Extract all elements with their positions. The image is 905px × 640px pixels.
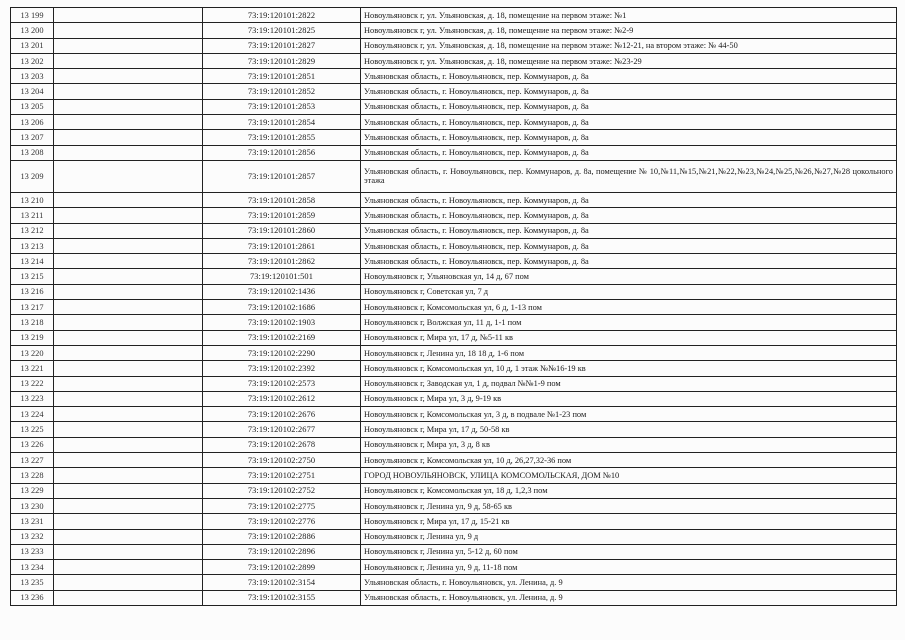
empty-cell: [54, 145, 203, 160]
empty-cell: [54, 160, 203, 192]
address-cell: Ульяновская область, г. Новоульяновск, пер. Коммунаров, д. 8а: [361, 145, 897, 160]
cadastral-number-cell: 73:19:120101:501: [203, 269, 361, 284]
table-row: [11, 437, 897, 452]
row-number-cell: 13 209: [11, 160, 54, 192]
row-number-cell: 13 230: [11, 498, 54, 513]
empty-cell: [54, 192, 203, 207]
table-row: [11, 544, 897, 559]
row-number-cell: 13 208: [11, 145, 54, 160]
address-cell: Новоульяновск г, Ленина ул, 18 18 д, 1-6 пом: [361, 345, 897, 360]
row-number-cell: 13 206: [11, 115, 54, 130]
row-number-cell: 13 202: [11, 53, 54, 68]
row-number-cell: 13 219: [11, 330, 54, 345]
cadastral-number-cell: 73:19:120101:2825: [203, 23, 361, 38]
empty-cell: [54, 361, 203, 376]
empty-cell: [54, 300, 203, 315]
cadastral-number-cell: 73:19:120102:2776: [203, 514, 361, 529]
table-row: [11, 69, 897, 84]
address-cell: ГОРОД НОВОУЛЬЯНОВСК, УЛИЦА КОМСОМОЛЬСКАЯ, ДОМ №10: [361, 468, 897, 483]
table-row: [11, 391, 897, 406]
table-row: [11, 130, 897, 145]
empty-cell: [54, 437, 203, 452]
empty-cell: [54, 115, 203, 130]
cadastral-number-cell: 73:19:120102:2775: [203, 498, 361, 513]
cadastral-number-cell: 73:19:120101:2856: [203, 145, 361, 160]
address-cell: Новоульяновск г, Мира ул, 17 д, 15-21 кв: [361, 514, 897, 529]
address-cell: Новоульяновск г, Ленина ул, 9 д: [361, 529, 897, 544]
row-number-cell: 13 223: [11, 391, 54, 406]
empty-cell: [54, 590, 203, 605]
row-number-cell: 13 227: [11, 453, 54, 468]
table-row: [11, 208, 897, 223]
cadastral-number-cell: 73:19:120101:2851: [203, 69, 361, 84]
address-cell: Новоульяновск г, ул. Ульяновская, д. 18, помещение на первом этаже: №23-29: [361, 53, 897, 68]
empty-cell: [54, 38, 203, 53]
row-number-cell: 13 231: [11, 514, 54, 529]
table-row: [11, 315, 897, 330]
table-row: [11, 468, 897, 483]
row-number-cell: 13 213: [11, 238, 54, 253]
cadastral-number-cell: 73:19:120102:2612: [203, 391, 361, 406]
address-cell: Ульяновская область, г. Новоульяновск, пер. Коммунаров, д. 8а: [361, 208, 897, 223]
cadastral-number-cell: 73:19:120102:2392: [203, 361, 361, 376]
cadastral-number-cell: 73:19:120101:2861: [203, 238, 361, 253]
row-number-cell: 13 200: [11, 23, 54, 38]
address-cell: Новоульяновск г, Комсомольская ул, 10 д, 26,27,32-36 пом: [361, 453, 897, 468]
row-number-cell: 13 232: [11, 529, 54, 544]
cadastral-number-cell: 73:19:120101:2862: [203, 254, 361, 269]
property-register-table: [10, 7, 897, 606]
table-row: [11, 84, 897, 99]
row-number-cell: 13 199: [11, 8, 54, 23]
table-row: [11, 115, 897, 130]
empty-cell: [54, 238, 203, 253]
row-number-cell: 13 234: [11, 560, 54, 575]
cadastral-number-cell: 73:19:120101:2858: [203, 192, 361, 207]
cadastral-number-cell: 73:19:120102:1436: [203, 284, 361, 299]
row-number-cell: 13 225: [11, 422, 54, 437]
empty-cell: [54, 498, 203, 513]
table-row: [11, 99, 897, 114]
table-row: [11, 53, 897, 68]
address-cell: Новоульяновск г, ул. Ульяновская, д. 18, помещение на первом этаже: №12-21, на втором этаже: № 44-50: [361, 38, 897, 53]
empty-cell: [54, 529, 203, 544]
cadastral-number-cell: 73:19:120101:2822: [203, 8, 361, 23]
address-cell: Новоульяновск г, Мира ул, 17 д, 50-58 кв: [361, 422, 897, 437]
cadastral-number-cell: 73:19:120102:2752: [203, 483, 361, 498]
empty-cell: [54, 84, 203, 99]
cadastral-number-cell: 73:19:120102:2899: [203, 560, 361, 575]
table-row: [11, 145, 897, 160]
table-row: [11, 498, 897, 513]
empty-cell: [54, 422, 203, 437]
address-cell: Новоульяновск г, Мира ул, 17 д, №5-11 кв: [361, 330, 897, 345]
empty-cell: [54, 53, 203, 68]
cadastral-number-cell: 73:19:120101:2857: [203, 160, 361, 192]
table-row: [11, 529, 897, 544]
cadastral-number-cell: 73:19:120102:2676: [203, 407, 361, 422]
table-row: [11, 453, 897, 468]
cadastral-number-cell: 73:19:120101:2827: [203, 38, 361, 53]
table-row: [11, 483, 897, 498]
address-cell: Новоульяновск г, Комсомольская ул, 6 д, 1-13 пом: [361, 300, 897, 315]
empty-cell: [54, 391, 203, 406]
address-cell: Ульяновская область, г. Новоульяновск, пер. Коммунаров, д. 8а: [361, 192, 897, 207]
empty-cell: [54, 544, 203, 559]
address-cell: Ульяновская область, г. Новоульяновск, пер. Коммунаров, д. 8а: [361, 223, 897, 238]
row-number-cell: 13 201: [11, 38, 54, 53]
table-row: [11, 422, 897, 437]
empty-cell: [54, 560, 203, 575]
row-number-cell: 13 224: [11, 407, 54, 422]
cadastral-number-cell: 73:19:120102:2678: [203, 437, 361, 452]
address-cell: Новоульяновск г, Ленина ул, 5-12 д, 60 пом: [361, 544, 897, 559]
row-number-cell: 13 218: [11, 315, 54, 330]
row-number-cell: 13 211: [11, 208, 54, 223]
address-cell: Новоульяновск г, Ленина ул, 9 д, 11-18 пом: [361, 560, 897, 575]
cadastral-number-cell: 73:19:120101:2855: [203, 130, 361, 145]
address-cell: Новоульяновск г, Заводская ул, 1 д, подвал №№1-9 пом: [361, 376, 897, 391]
empty-cell: [54, 99, 203, 114]
address-cell: Ульяновская область, г. Новоульяновск, пер. Коммунаров, д. 8а: [361, 254, 897, 269]
cadastral-number-cell: 73:19:120102:2677: [203, 422, 361, 437]
empty-cell: [54, 223, 203, 238]
row-number-cell: 13 229: [11, 483, 54, 498]
cadastral-number-cell: 73:19:120102:3154: [203, 575, 361, 590]
cadastral-number-cell: 73:19:120102:2290: [203, 345, 361, 360]
row-number-cell: 13 214: [11, 254, 54, 269]
empty-cell: [54, 330, 203, 345]
address-cell: Новоульяновск г, Мира ул, 3 д, 9-19 кв: [361, 391, 897, 406]
cadastral-number-cell: 73:19:120102:1903: [203, 315, 361, 330]
row-number-cell: 13 220: [11, 345, 54, 360]
cadastral-number-cell: 73:19:120102:1686: [203, 300, 361, 315]
cadastral-number-cell: 73:19:120102:2573: [203, 376, 361, 391]
address-cell: Ульяновская область, г. Новоульяновск, ул. Ленина, д. 9: [361, 575, 897, 590]
table-row: [11, 590, 897, 605]
address-cell: Новоульяновск г, Ленина ул, 9 д, 58-65 кв: [361, 498, 897, 513]
row-number-cell: 13 203: [11, 69, 54, 84]
cadastral-number-cell: 73:19:120102:2750: [203, 453, 361, 468]
table-row: [11, 269, 897, 284]
cadastral-number-cell: 73:19:120102:3155: [203, 590, 361, 605]
table-row: [11, 575, 897, 590]
row-number-cell: 13 236: [11, 590, 54, 605]
table-row: [11, 376, 897, 391]
row-number-cell: 13 215: [11, 269, 54, 284]
address-cell: Новоульяновск г, Волжская ул, 11 д, 1-1 пом: [361, 315, 897, 330]
address-cell: Новоульяновск г, Комсомольская ул, 10 д, 1 этаж №№16-19 кв: [361, 361, 897, 376]
cadastral-number-cell: 73:19:120102:2896: [203, 544, 361, 559]
table-row: [11, 8, 897, 23]
row-number-cell: 13 222: [11, 376, 54, 391]
cadastral-number-cell: 73:19:120101:2859: [203, 208, 361, 223]
register-table-body: [11, 8, 897, 606]
address-cell: Новоульяновск г, Комсомольская ул, 18 д, 1,2,3 пом: [361, 483, 897, 498]
row-number-cell: 13 221: [11, 361, 54, 376]
empty-cell: [54, 514, 203, 529]
cadastral-number-cell: 73:19:120102:2169: [203, 330, 361, 345]
table-row: [11, 345, 897, 360]
empty-cell: [54, 575, 203, 590]
table-row: [11, 407, 897, 422]
table-row: [11, 361, 897, 376]
row-number-cell: 13 217: [11, 300, 54, 315]
empty-cell: [54, 208, 203, 223]
row-number-cell: 13 207: [11, 130, 54, 145]
row-number-cell: 13 228: [11, 468, 54, 483]
row-number-cell: 13 233: [11, 544, 54, 559]
empty-cell: [54, 8, 203, 23]
cadastral-number-cell: 73:19:120101:2853: [203, 99, 361, 114]
table-row: [11, 192, 897, 207]
empty-cell: [54, 254, 203, 269]
empty-cell: [54, 284, 203, 299]
address-cell: Ульяновская область, г. Новоульяновск, ул. Ленина, д. 9: [361, 590, 897, 605]
cadastral-number-cell: 73:19:120101:2852: [203, 84, 361, 99]
address-cell: Ульяновская область, г. Новоульяновск, пер. Коммунаров, д. 8а: [361, 84, 897, 99]
cadastral-number-cell: 73:19:120102:2751: [203, 468, 361, 483]
empty-cell: [54, 130, 203, 145]
address-cell: Новоульяновск г, Советская ул, 7 д: [361, 284, 897, 299]
table-row: [11, 238, 897, 253]
table-row: [11, 300, 897, 315]
table-row: [11, 23, 897, 38]
table-row: [11, 160, 897, 192]
table-row: [11, 514, 897, 529]
row-number-cell: 13 216: [11, 284, 54, 299]
empty-cell: [54, 345, 203, 360]
empty-cell: [54, 69, 203, 84]
address-cell: Новоульяновск г, Комсомольская ул, 3 д, в подвале №1-23 пом: [361, 407, 897, 422]
address-cell: Новоульяновск г, Мира ул, 3 д, 8 кв: [361, 437, 897, 452]
table-row: [11, 560, 897, 575]
empty-cell: [54, 269, 203, 284]
cadastral-number-cell: 73:19:120102:2886: [203, 529, 361, 544]
cadastral-number-cell: 73:19:120101:2860: [203, 223, 361, 238]
empty-cell: [54, 483, 203, 498]
table-row: [11, 330, 897, 345]
empty-cell: [54, 23, 203, 38]
empty-cell: [54, 468, 203, 483]
cadastral-number-cell: 73:19:120101:2829: [203, 53, 361, 68]
address-cell: Ульяновская область, г. Новоульяновск, пер. Коммунаров, д. 8а: [361, 130, 897, 145]
row-number-cell: 13 226: [11, 437, 54, 452]
table-row: [11, 254, 897, 269]
row-number-cell: 13 204: [11, 84, 54, 99]
address-cell: Ульяновская область, г. Новоульяновск, пер. Коммунаров, д. 8а: [361, 238, 897, 253]
table-row: [11, 38, 897, 53]
address-cell: Ульяновская область, г. Новоульяновск, пер. Коммунаров, д. 8а, помещение № 10,№11,№15,№21,№22,№23,№24,№25,№26,№27,№28 цокольного этажа: [361, 160, 897, 192]
empty-cell: [54, 407, 203, 422]
address-cell: Ульяновская область, г. Новоульяновск, пер. Коммунаров, д. 8а: [361, 69, 897, 84]
row-number-cell: 13 205: [11, 99, 54, 114]
table-row: [11, 223, 897, 238]
address-cell: Новоульяновск г, ул. Ульяновская, д. 18, помещение на первом этаже: №2-9: [361, 23, 897, 38]
address-cell: Ульяновская область, г. Новоульяновск, пер. Коммунаров, д. 8а: [361, 115, 897, 130]
empty-cell: [54, 376, 203, 391]
address-cell: Новоульяновск г, ул. Ульяновская, д. 18, помещение на первом этаже: №1: [361, 8, 897, 23]
empty-cell: [54, 315, 203, 330]
address-cell: Ульяновская область, г. Новоульяновск, пер. Коммунаров, д. 8а: [361, 99, 897, 114]
table-row: [11, 284, 897, 299]
empty-cell: [54, 453, 203, 468]
row-number-cell: 13 235: [11, 575, 54, 590]
address-cell: Новоульяновск г, Ульяновская ул, 14 д, 67 пом: [361, 269, 897, 284]
cadastral-number-cell: 73:19:120101:2854: [203, 115, 361, 130]
row-number-cell: 13 212: [11, 223, 54, 238]
row-number-cell: 13 210: [11, 192, 54, 207]
